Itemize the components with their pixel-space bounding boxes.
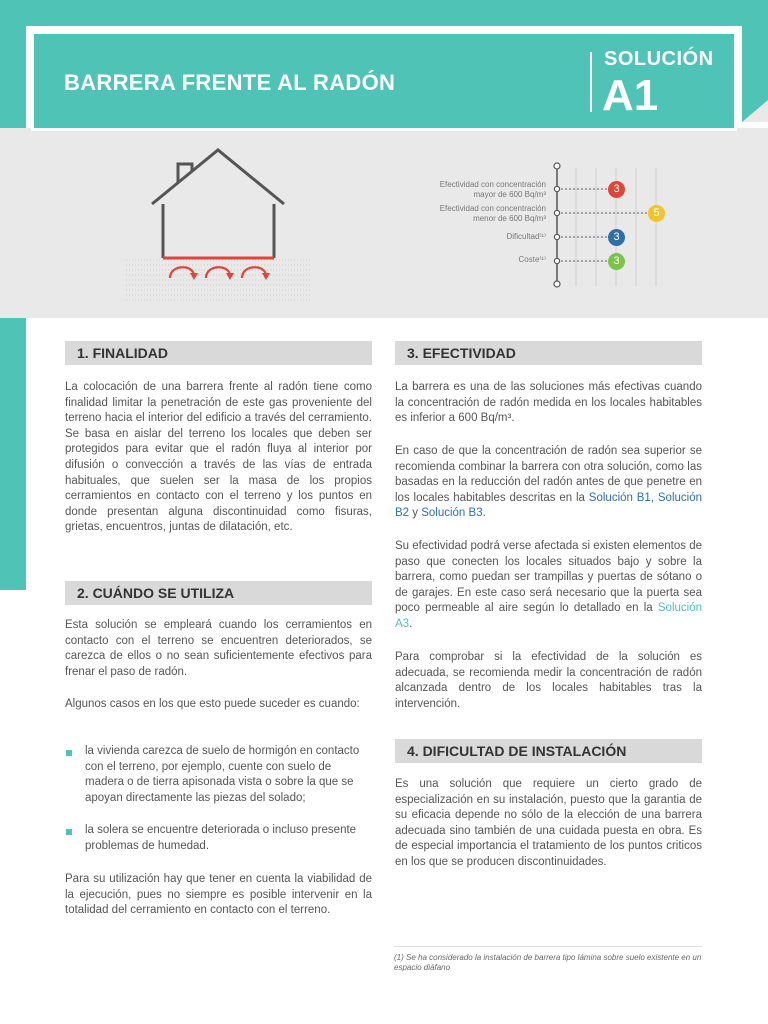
heading-cuando: 2. CUÁNDO SE UTILIZA [65,581,372,605]
link-solucion-b3[interactable]: Solución B3 [421,507,483,520]
rating-badge-dificultad: 3 [608,229,625,246]
solution-code: A1 [602,71,659,120]
footnote-text: Se ha considerado la instalación de barrera tipo lámina sobre suelo existente en un espacio diáfano [394,953,702,972]
heading-efectividad: 3. EFECTIVIDAD [395,341,702,365]
efectividad-text-3: Su efectividad podrá verse afectada si existen elementos de paso que conecten los locales situados bajo y sobre la barrera, como puedan ser trampillas y puertas de sótano o de garajes. En este caso será necesario que la puerta sea poco permeable al aire según lo detallado en la Solución A3. [395,540,702,630]
dificultad-text: Es una solución que requiere un cierto grado de especialización en su instalación, puesto que la garantia de su eficacia depende no sólo de la elección de una barrera adecuada sino también de una cuidada puesta en obra. Es de especial importancia el tratamiento de los puntos criticos en los que se producen discontinuidades. [395,778,702,868]
cuando-bullet-1: la vivienda carezca de suelo de hormigón en contacto con el terreno, por ejemplo, cuente con suelo de madera o de tierra apisonada vista o sobre la que se apoyan directamente las piezas del solado; [85,745,360,804]
link-solucion-b2[interactable]: Solución B2 [395,491,702,520]
cuando-text-3: Para su utilización hay que tener en cuenta la viabilidad de la ejecución, pues no siempre es posible intervenir en la totalidad del cerramiento en contacto con el terreno. [65,873,372,917]
footnote-marker: (1) [394,953,404,962]
footnote-divider [394,946,702,947]
bullet-marker [66,829,72,835]
cuando-text-2: Algunos casos en los que esto puede suceder es cuando: [65,698,360,710]
finalidad-text: La colocación de una barrera frente al radón tiene como finalidad limitar la penetración de este gas proveniente del terreno hacia el interior del edificio a través del cerramiento. Se basa en aislar del terreno los locales que deben ser protegidos para evitar que el radón fluya al interior por difusión o convección a través de las vías de entrada habituales, que suelen ser la masa de los propios cerramientos en contacto con el terreno y los puntos en donde presentan alguna discontinuidad como fisuras, grietas, encuentros, juntas de dilatación, etc. [65,381,372,534]
link-solucion-a3[interactable]: Solución A3 [395,602,702,630]
rating-scale [420,160,680,290]
scale-label-coste: Coste⁽¹⁾ [518,255,546,264]
banner-divider [590,52,592,112]
house-icon [126,146,316,306]
cuando-bullet-2: la solera se encuentre deteriorada o incluso presente problemas de humedad. [85,824,357,852]
left-frame-notch [0,560,26,590]
page-title: BARRERA FRENTE AL RADÓN [64,70,396,95]
rating-badge-efectividad-mayor: 3 [608,181,625,198]
rating-badge-coste: 3 [608,253,625,270]
efectividad-text-2: En caso de que la concentración de radón sea superior se recomienda combinar la barrera con otra solución, como las basadas en la reducción del radón antes de que penetre en los locales habitables descritas en la Solución B1, Solución B2 y Solución B3. [395,445,702,520]
footnote [394,953,704,973]
cuando-text-1: Esta solución se empleará cuando los cerramientos en contacto con el terreno se encuentren deteriorados, se carezca de ellos o no sean suficientemente efectivos para frenar el paso de radón. [65,619,372,678]
right-fold [742,100,768,122]
heading-dificultad: 4. DIFICULTAD DE INSTALACIÓN [395,739,702,763]
title-banner [34,34,734,128]
bullet-marker [66,750,72,756]
efectividad-text-1: La barrera es una de las soluciones más efectivas cuando la concentración de radón medida en los locales habitables es inferior a 600 Bq/m³. [395,381,702,425]
top-frame [0,0,768,26]
solution-label: SOLUCIÓN [604,48,714,70]
heading-finalidad: 1. FINALIDAD [65,341,372,365]
efectividad-text-4: Para comprobar si la efectividad de la solución es adecuada, se recomienda medir la concentración de radón alcanzada dentro de los locales habitables tras la intervención. [395,651,702,710]
radon-arrows [170,267,266,278]
ground-pattern [126,260,312,300]
link-solucion-b1[interactable]: Solución B1 [588,491,651,504]
scale-label-efectividad-menor: Efectividad con concentración menor de 600 Bq/m³ [439,204,546,223]
rating-badge-efectividad-menor: 5 [648,205,665,222]
scale-label-dificultad: Dificultad⁽¹⁾ [506,232,546,241]
scale-label-efectividad-mayor: Efectividad con concentración mayor de 600 Bq/m³ [439,180,546,199]
